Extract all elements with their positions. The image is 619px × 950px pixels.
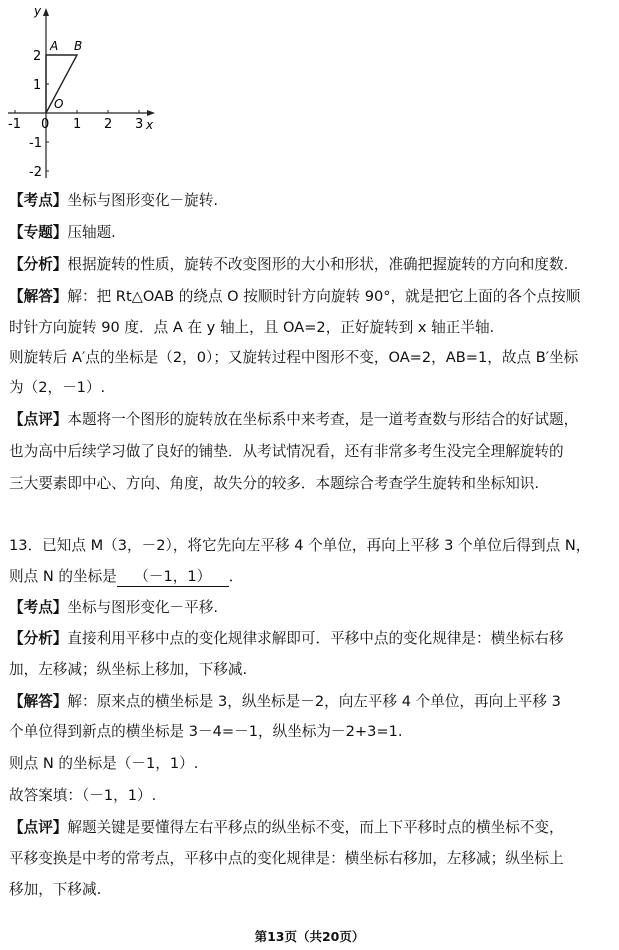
x-axis-arrow (147, 110, 155, 116)
solution-line: 平移变换是中考的常考点，平移中点的变化规律是：横坐标右移加，左移减；纵坐标上 (9, 850, 564, 867)
y-tick-label: -1 (29, 136, 42, 151)
y-tick-label: -2 (29, 165, 42, 180)
x-tick-label: 0 (41, 117, 50, 132)
point-label-b: B (74, 39, 83, 53)
y-tick-label: 1 (33, 78, 42, 93)
x-axis-label: x (146, 118, 154, 132)
solution-line: 【考点】坐标与图形变化－旋转. (9, 192, 218, 209)
solution-line: 【专题】压轴题. (9, 224, 116, 241)
solution-line: 也为高中后续学习做了良好的铺垫．从考试情况看，还有非常多考生没完全理解旋转的 (9, 443, 564, 460)
solution-line: 【点评】本题将一个图形的旋转放在坐标系中来考查，是一道考查数与形结合的好试题， (9, 411, 579, 428)
coordinate-figure (0, 0, 170, 185)
y-tick-label: 2 (33, 49, 42, 64)
x-tick-label: 2 (104, 117, 113, 132)
page-footer: 第13页（共20页） (254, 929, 365, 944)
y-axis-arrow (43, 8, 49, 16)
solution-line: 【考点】坐标与图形变化－平移. (9, 599, 218, 616)
solution-line: 【解答】解：原来点的横坐标是 3，纵坐标是－2，向左平移 4 个单位，再向上平移 3 (9, 693, 561, 710)
answer-blank: （－1，1） (117, 568, 229, 587)
solution-line: 时针方向旋转 90 度．点 A 在 y 轴上，且 OA=2，正好旋转到 x 轴正半轴. (9, 319, 495, 336)
solution-line: 为（2，－1）. (9, 379, 106, 396)
y-axis-label: y (34, 4, 42, 18)
solution-line: 则点 N 的坐标是（－1，1）. (9, 755, 199, 772)
solution-line: 三大要素即中心、方向、角度，故失分的较多．本题综合考查学生旋转和坐标知识. (9, 475, 540, 492)
solution-line: 则旋转后 A′点的坐标是（2，0）；又旋转过程中图形不变，OA=2，AB=1，故点 B′坐标 (9, 349, 579, 366)
solution-line: 【分析】直接利用平移中点的变化规律求解即可．平移中点的变化规律是：横坐标右移 (9, 630, 564, 647)
x-tick-label: 1 (73, 117, 82, 132)
x-tick-label: -1 (8, 117, 21, 132)
solution-line: 移加，下移减. (9, 881, 102, 898)
solution-line: 【点评】解题关键是要懂得左右平移点的纵坐标不变，而上下平移时点的横坐标不变， (9, 819, 564, 836)
question-13-stem: 则点 N 的坐标是 （－1，1） ． (9, 568, 244, 585)
solution-line: 【分析】根据旋转的性质，旋转不改变图形的大小和形状，准确把握旋转的方向和度数. (9, 256, 569, 273)
x-tick-label: 3 (135, 117, 144, 132)
solution-line: 加，左移减；纵坐标上移加，下移减. (9, 661, 248, 678)
point-label-o: O (54, 97, 64, 111)
solution-line: 个单位得到新点的横坐标是 3－4=－1，纵坐标为－2+3=1. (9, 723, 403, 740)
solution-line: 【解答】解：把 Rt△OAB 的绕点 O 按顺时针方向旋转 90°，就是把它上面的各个点按顺 (9, 288, 581, 305)
point-label-a: A (50, 39, 59, 53)
solution-line: 故答案填：（－1，1）. (9, 787, 157, 804)
question-13-stem: 13．已知点 M（3，－2），将它先向左平移 4 个单位，再向上平移 3 个单位后得到点 N， (9, 537, 591, 554)
